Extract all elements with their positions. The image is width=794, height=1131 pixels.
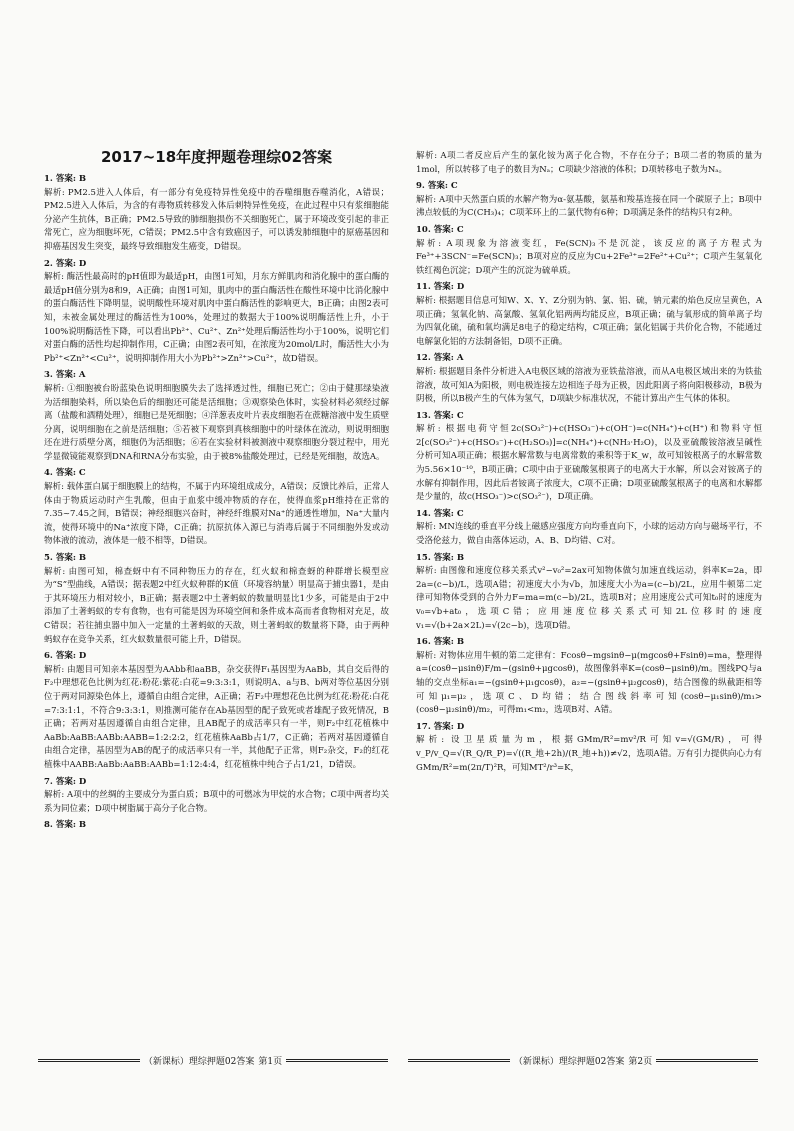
answer-item	[44, 467, 389, 549]
answer-line: 11. 答案: D	[416, 282, 465, 293]
explanation-text: 解析: A项现象为溶液变红，Fe(SCN)₃不是沉淀，该反应的离子方程式为Fe³⁺+3SCN⁻=Fe(SCN)₃；B项对应的反应为Cu+2Fe³⁺=2Fe²⁺+Cu²⁺；C项产生氢氧化铁红褐色沉淀；D项产生的沉淀为硫单质。	[416, 238, 762, 276]
answer-item	[44, 369, 389, 464]
answer-line: 3. 答案: A	[44, 370, 86, 381]
explanation-text: 解析: ①细胞被台盼蓝染色说明细胞膜失去了选择透过性，细胞已死亡；②由于健那绿染液为活细胞染料，所以染色后的细胞还可能是活细胞；③观察染色体时，实验材料必须经过解离（盐酸和酒精处理），细胞已是死细胞；④洋葱表皮叶片表皮细胞若在蔗糖溶液中发生质壁分离，说明细胞在之前是活细胞；⑤若被下观察到真核细胞中的叶绿体在流动，则说明细胞还在进行质壁分离，细胞仍为活细胞；⑥若在实验材料被测液中观察细胞分裂过程中，用光学显微镜能观察到DNA和RNA分布实验，由于被8%盐酸处理过，已经是死细胞，故选A。	[44, 383, 389, 462]
answer-line: 14. 答案: C	[416, 508, 464, 519]
explanation-text: 解析: 酶活性最高时的pH值即为最适pH，由图1可知，月东方鲜肌肉和消化腺中的蛋白酶的最适pH值分别为8和9，A正确；由图1可知，肌肉中的蛋白酶活性在酸性环境中比消化腺中的蛋白酶活性下降明显，说明酸性环境对肌肉中蛋白酶活性的影响更大，B正确；由图2表可知，未被金属处理过的酶活性为100%，处理过的数据大于100%说明酶活性上升，小于100%说明酶活性下降，可以看出Pb²⁺、Cu²⁺、Zn²⁺处理后酶活性均小于100%，说明它们对蛋白酶的活性均起抑制作用，C正确；由图2表可知，在浓度为20mol/L时，酶活性大小为Pb²⁺<Zn²⁺<Cu²⁺，说明抑制作用大小为Pb²⁺>Zn²⁺>Cu²⁺，故D错误。	[44, 272, 389, 364]
left-column	[44, 148, 389, 836]
explanation-text: 解析: 载体蛋白属于细胞膜上的结构，不属于内环境组成成分，A错误；反馈比养后，正常人体由于物质运动时产生乳酸，但由于血浆中缓冲物质的存在，使得血浆pH维持在正常的7.35~7.45之间，B错误；神经细胞兴奋时，神经纤维膜对Na⁺的通透性增加，Na⁺大量内流，使得环境中的Na⁺浓度下降，C正确；抗原抗体入源已与消毒后属于不同细胞外发或动物体液的流动，液体是一般不相等，D错误。	[44, 482, 389, 547]
answer-item	[416, 410, 762, 505]
explanation-text: 解析: 根据电荷守恒2c(SO₃²⁻)+c(HSO₃⁻)+c(OH⁻)=c(NH₄⁺)+c(H⁺)和物料守恒2[c(SO₃²⁻)+c(HSO₃⁻)+c(H₂SO₃)]=c(NH₄⁺)+c(NH₃·H₂O)，以及亚硫酸铵溶液呈碱性分析可知A项正确；根据水解常数与电离常数的乘积等于K_w，故可知铵根离子的水解常数为5.56×10⁻¹⁰，B项正确；C项中由于亚硫酸氢根离子的电离大于水解，所以会对铵离子的水解有抑制作用，因此后者铵离子浓度大，C项不正确；D项亚硫酸氢根离子的电离和水解都是少量的，故c(HSO₃⁻)>c(SO₃²⁻)，D项正确。	[416, 424, 762, 503]
answer-item	[416, 180, 762, 221]
page-number: 第1页	[258, 1057, 283, 1067]
answer-line: 6. 答案: D	[44, 651, 87, 662]
answer-item	[44, 650, 389, 772]
right-column	[416, 150, 762, 778]
page-title: 2017~18年度押题卷理综02答案	[100, 148, 333, 166]
explanation-text: 解析: A项中天然蛋白质的水解产物为α-氨基酸，氨基和羧基连接在同一个碳原子上；B项中沸点较低的为C(CH₃)₄；C项苯环上的二氯代物有6种；D项满足条件的结构只有2种。	[416, 194, 762, 219]
answer-item	[416, 352, 762, 406]
answer-line: 15. 答案: B	[416, 552, 465, 563]
footer-right	[408, 1054, 758, 1067]
right-answers	[416, 150, 762, 775]
answer-line: 2. 答案: D	[44, 258, 87, 269]
explanation-text: 解析: 由图像和速度位移关系式v²−v₀²=2ax可知物体做匀加速直线运动，斜率K=2a，即2a=(c−b)/L，选项A错；初速度大小为√b，加速度大小为a=(c−b)/2L，应用牛顿第二定律可知物体受到的合外力F=ma=m(c−b)/2L，选项B对；应用速度公式可知t₀时的速度为v₀=√b+at₀，选项C错；应用速度位移关系式可知2L位移时的速度v₁=√(b+2a×2L)=√(2c−b)，选项D错。	[416, 566, 762, 631]
left-answers	[44, 173, 389, 833]
footer-label: （新课标）理综押题02答案	[513, 1057, 625, 1067]
footer-rule	[286, 1059, 388, 1062]
footer-label: （新课标）理综押题02答案	[143, 1057, 255, 1067]
answer-item	[416, 508, 762, 549]
explanation-text: 解析: 根据题目条件分析进入A电极区域的溶液为亚铁盐溶液，而从A电极区域出来的为铁盐溶液，故可知A为阳极，则电极连接左边相连子母为正极，因此阳离子将向阳极移动，B极为阴极，所以B极产生的气体为氢气，D项缺少标准状况，不能计算出产生气体的体积。	[416, 366, 762, 405]
answer-item	[44, 258, 389, 367]
explanation-text: 解析: 设卫星质量为m，根据GMm/R²=mv²/R可知v=√(GM/R)，可得v_P/v_Q=√(R_Q/R_P)=√((R_地+2h)/(R_地+h))≠√2，选项A错。万有引力提供向心力有GMm/R²=m(2π/T)²R，可知MT²/r³=K，	[416, 735, 762, 773]
footer-rule	[408, 1059, 510, 1062]
answer-line: 13. 答案: C	[416, 410, 464, 421]
footer-rule	[38, 1059, 140, 1062]
explanation-text: 解析: 由图可知，棉查蚜中有不同种物压力的存在，红火蚁和棉查蚜的种群增长模型应为“S”型曲线，A错误；据表题2中红火蚁种群的K值（环境容纳量）明显高于捕虫器1，是由于其环境压力相对较小，B正确；据表题2中土著蚂蚁的数量明显比1少多，可能是由于2中添加了土著蚂蚁的专有食物，也有可能是因为环境空间和条件成本高而者食物相对充足，故C错误；若往捕虫器中加入一定量的土著蚂蚁的天敌，则土著蚂蚁的数量将下降，由于两种蚂蚁存在竞争关系，红火蚁数量很可能上升，D错误。	[44, 566, 389, 645]
answer-item	[416, 150, 762, 177]
explanation-text: 解析: A项二者反应后产生的氯化铵为离子化合物，不存在分子；B项二者的物质的量为1mol，所以转移了电子的数目为Nₐ；C项缺少溶液的体积；D项转移电子数为Nₐ。	[416, 151, 762, 175]
answer-item	[416, 281, 762, 349]
answer-line: 9. 答案: C	[416, 181, 458, 192]
explanation-text: 解析: 根据题目信息可知W、X、Y、Z分别为钠、氯、铝、硫，钠元素的焰色反应呈黄色，A项正确；氢氧化钠、高氯酸、氢氧化铝两两均能反应，B项正确；硫与氧形成的简单离子均为四氧化硫，硫和氧均满足8电子的稳定结构，C项正确；氯化铝属于共价化合物，不能通过电解氯化铝的方法制备铝，D项不正确。	[416, 295, 762, 347]
page-number: 第2页	[628, 1057, 653, 1067]
answer-item	[416, 552, 762, 634]
explanation-text: 解析: 由题目可知亲本基因型为AAbb和aaBB，杂交获得F₁基因型为AaBb，其自交后得的F₂中理想花色比例为红花:粉花:紫花:白花=9:3:3:1，则说明A、a与B、b两对等位基因分别位于两对同源染色体上，遵循自由组合定律，A正确；若F₂中理想花色比例为红花:粉花:白花=7:3:1:1，不符合9:3:3:1，则推测可能存在Ab基因型的配子致死或者雄配子致死情况，B正确；若两对基因遵循自由组合定律，且AB配子的成活率只有一半，则F₂中红花植株中AaBb:AaBB:AABb:AABB=1:2:2:2，红花植株AaBb占1/7，C正确；若两对基因遵循自由组合定律，基因型为AB的配子的成活率只有一半，其他配子正常，则F₂杂交，F₂的红花植株中AABB:AaBb:AaBB:AABb=1:12:4:4，红花植株中纯合子占1/21，D错误。	[44, 664, 389, 770]
explanation-text: 解析: PM2.5进入人体后，有一部分有免疫特异性免疫中的吞噬细胞吞噬消化，A错误；PM2.5进入人体后，为含的有毒物质转移发入体后刺特异性免疫，在此过程中只有浆细胞能分泌产生抗体，B正确；PM2.5导致的肺细胞损伤不关细胞死亡，属于环境改变引起的非正常死亡，应为细胞坏死，C错误；PM2.5中含有致癌因子，可以诱发肺细胞中的原癌基因和抑癌基因发生突变，最终导致细胞发生癌变，D错误。	[44, 187, 389, 252]
answer-line: 8. 答案: B	[44, 820, 87, 831]
answer-line: 12. 答案: A	[416, 353, 464, 364]
answer-item	[416, 721, 762, 775]
answer-line: 1. 答案: B	[44, 174, 87, 184]
explanation-text: 解析: 对物体应用牛顿的第二定律有：Fcosθ−mgsinθ−μ(mgcosθ+Fsinθ)=ma，整理得a=(cosθ−μsinθ)F/m−(gsinθ+μgcosθ)，故图像斜率K=(cosθ−μsinθ)/m。图线PQ与a轴的交点坐标a₁=−(gsinθ+μ₁gcosθ)，a₂=−(gsinθ+μ₂gcosθ)，结合图像的纵截距相等可知μ₁=μ₂，选项C、D均错；结合图线斜率可知(cosθ−μ₁sinθ)/m₁>(cosθ−μ₂sinθ)/m₂，可得m₁<m₂，选项B对、A错。	[416, 650, 762, 716]
answer-item	[44, 819, 389, 833]
footer-left	[38, 1054, 388, 1067]
answer-line: 7. 答案: D	[44, 776, 87, 787]
answer-item	[44, 552, 389, 647]
explanation-text: 解析: MN连线的垂直平分线上磁感应强度方向均垂直向下，小球的运动方向与磁场平行，不受洛伦兹力，做自由落体运动，A、B、D均错、C对。	[416, 522, 762, 547]
answer-line: 5. 答案: B	[44, 553, 87, 564]
answer-item	[44, 173, 389, 255]
answer-item	[416, 636, 762, 718]
answer-item	[44, 776, 389, 817]
explanation-text: 解析: A项中的丝绸的主要成分为蛋白质；B项中的可燃冰为甲烷的水合物；C项中两者均关系为同位素；D项中树脂属于高分子化合物。	[44, 790, 389, 814]
footer-rule	[656, 1059, 758, 1062]
answer-line: 16. 答案: B	[416, 637, 465, 648]
answer-line: 4. 答案: C	[44, 468, 86, 479]
answer-line: 10. 答案: C	[416, 224, 464, 235]
answer-line: 17. 答案: D	[416, 721, 465, 732]
answer-item	[416, 224, 762, 278]
